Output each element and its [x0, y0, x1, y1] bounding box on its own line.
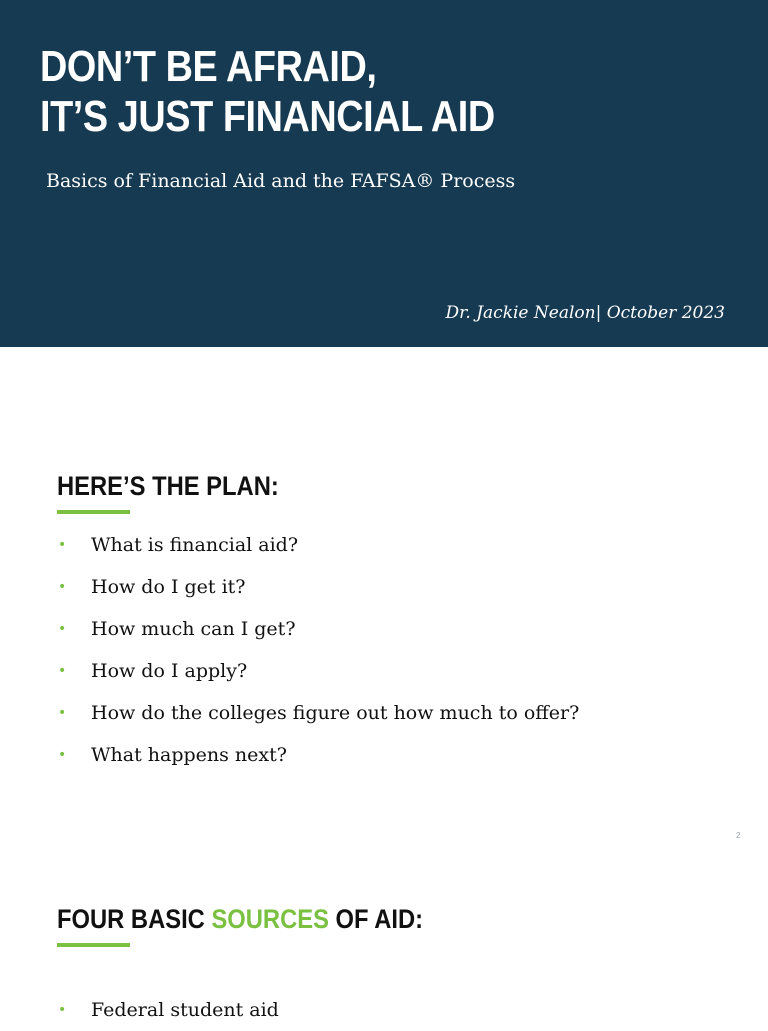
bullet-icon: • — [58, 663, 67, 679]
sources-bullet-list — [58, 989, 279, 1031]
bullet-icon: • — [58, 705, 67, 721]
heading-prefix: FOUR BASIC — [57, 904, 212, 934]
bullet-icon: • — [58, 537, 67, 553]
author-date-byline: Dr. Jackie Nealon| October 2023 — [445, 303, 725, 323]
title-slide — [0, 0, 768, 347]
bullet-icon: • — [58, 1002, 67, 1018]
list-item — [58, 650, 579, 692]
slide-page-number: 2 — [736, 831, 741, 840]
bullet-text: How do I apply? — [91, 660, 248, 682]
heading-accent-word: SOURCES — [211, 904, 329, 934]
bullet-icon: • — [58, 621, 67, 637]
plan-heading: HERE’S THE PLAN: — [57, 471, 279, 501]
heading-underline — [57, 943, 130, 947]
list-item — [58, 608, 579, 650]
plan-bullet-list — [58, 524, 579, 776]
bullet-icon: • — [58, 579, 67, 595]
sources-heading — [57, 903, 423, 935]
slide-title — [40, 42, 495, 142]
heading-underline — [57, 510, 130, 514]
bullet-text: Federal student aid — [91, 999, 279, 1021]
bullet-text: How much can I get? — [91, 618, 296, 640]
slide-subtitle: Basics of Financial Aid and the FAFSA® Process — [46, 170, 516, 192]
bullet-text: How do the colleges figure out how much to offer? — [91, 702, 580, 724]
list-item — [58, 692, 579, 734]
heading-suffix: OF AID: — [328, 904, 424, 934]
list-item — [58, 734, 579, 776]
list-item — [58, 524, 579, 566]
bullet-text: How do I get it? — [91, 576, 246, 598]
slide-title-line-2: IT’S JUST FINANCIAL AID — [40, 92, 495, 141]
slide-title-line-1: DON’T BE AFRAID, — [40, 42, 377, 91]
bullet-text: What is financial aid? — [91, 534, 299, 556]
list-item — [58, 566, 579, 608]
bullet-text: What happens next? — [91, 744, 287, 766]
bullet-icon: • — [58, 747, 67, 763]
list-item — [58, 989, 279, 1031]
